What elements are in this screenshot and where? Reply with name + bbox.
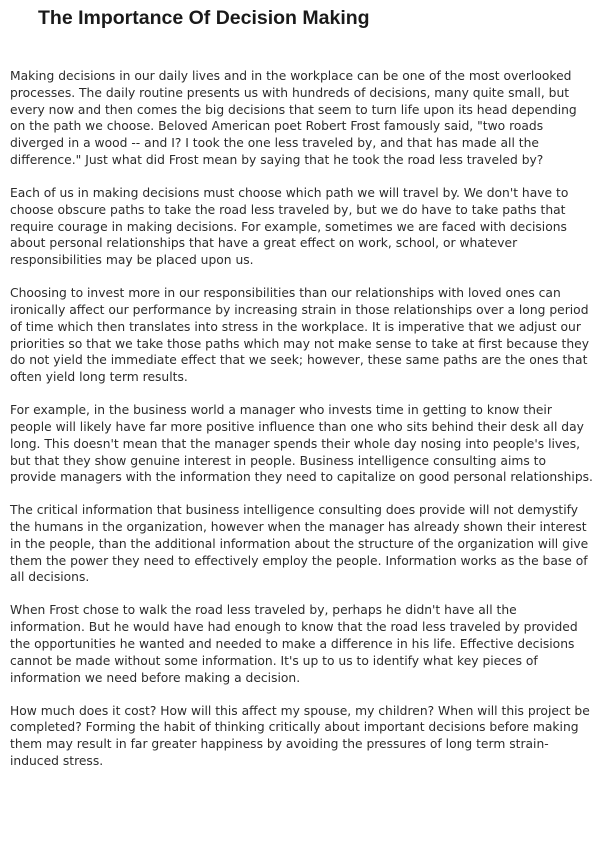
article-paragraph: Choosing to invest more in our responsibilities than our relationships with loved ones can ironically affect our performance by increasing strain in those relationships over a long period of time which then translates into stress in the workplace. It is imperative that we adjust our priorities so that we take those paths which may not make sense to take at first because they do not yield the immediate effect that we seek; however, these same paths are the ones that often yield long term results. (10, 286, 590, 385)
article-paragraph: The critical information that business intelligence consulting does provide will not demystify the humans in the organization, however when the manager has already shown their interest in the people, than the additional information about the structure of the organization will give them the power they need to effectively employ the people. Information works as the base of all decisions. (10, 503, 589, 585)
article-paragraph: For example, in the business world a manager who invests time in getting to know their people will likely have far more positive influence than one who sits behind their desk all day long. This doesn't mean that the manager spends their whole day nosing into people's lives, but that they show genuine interest in people. Business intelligence consulting aims to provide managers with the information they need to capitalize on good personal relationships. (10, 403, 593, 485)
article-paragraph: Making decisions in our daily lives and in the workplace can be one of the most overlooked processes. The daily routine presents us with hundreds of decisions, many quite small, but every now and then comes the big decisions that seem to turn life upon its head depending on the path we choose. Beloved American poet Robert Frost famously said, "two roads diverged in a wood -- and I? I took the one less traveled by, and that has made all the difference." Just what did Frost mean by saying that he took the road less traveled by? (10, 69, 577, 167)
article-title: The Importance Of Decision Making (38, 7, 370, 29)
article-paragraph: Each of us in making decisions must choose which path we will travel by. We don't have to choose obscure paths to take the road less traveled by, but we do have to take paths that require courage in making decisions. For example, sometimes we are faced with decisions about personal relationships that have a great effect on work, school, or whatever responsibilities may be placed upon us. (10, 185, 569, 268)
article-paragraph: When Frost chose to walk the road less traveled by, perhaps he didn't have all the information. But he would have had enough to know that the road less traveled by provided the opportunities he wanted and needed to make a difference in his life. Effective decisions cannot be made without some information. It's up to us to identify what key pieces of information we need before making a decision. (10, 603, 578, 685)
article-body (10, 68, 594, 786)
article-paragraph: How much does it cost? How will this affect my spouse, my children? When will this project be completed? Forming the habit of thinking critically about important decisions before making them may result in far greater happiness by avoiding the pressures of long term strain-induced stress. (10, 703, 590, 769)
